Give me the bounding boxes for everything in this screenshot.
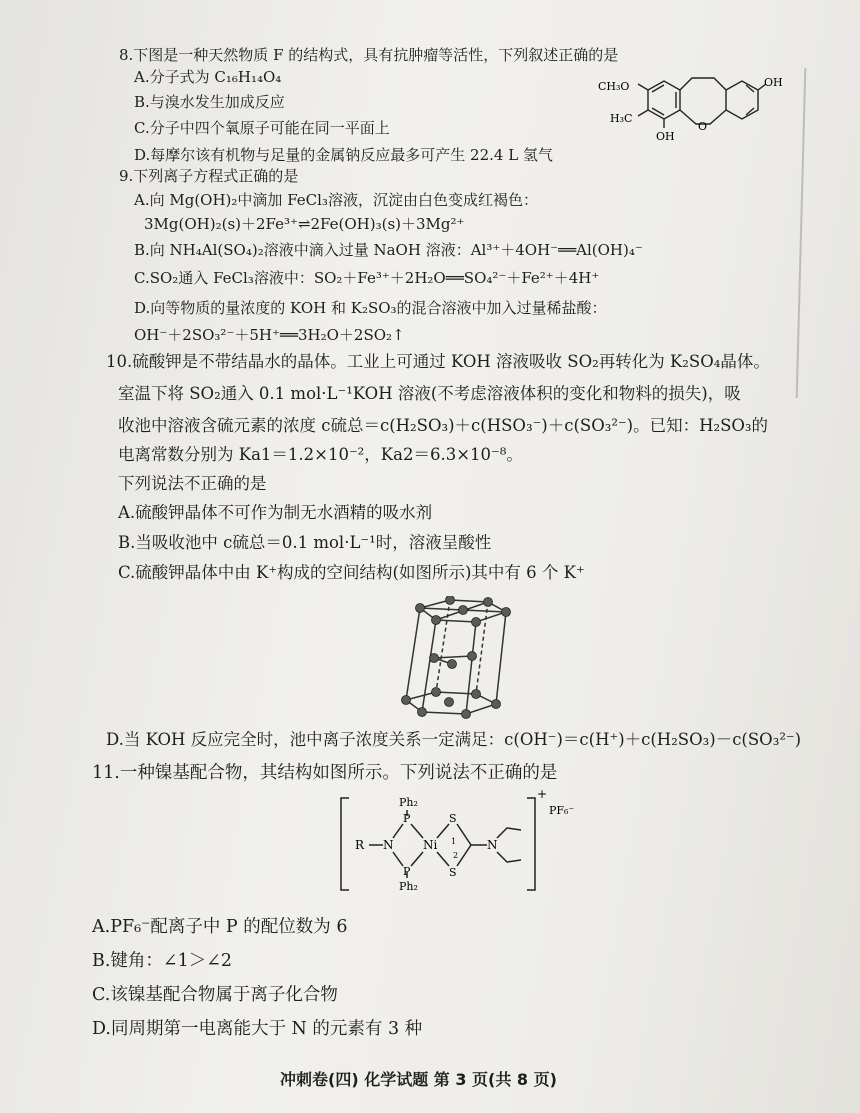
ph2-bottom-label: Ph₂ [399, 880, 418, 893]
q11-option-d: D.同周期第一电离能大于 N 的元素有 3 种 [92, 1019, 423, 1039]
angle-1-label: 1 [451, 837, 457, 846]
q9-option-d: D.向等物质的量浓度的 KOH 和 K₂SO₃的混合溶液中加入过量稀盐酸： [134, 299, 607, 317]
nickel-complex-structure [335, 786, 575, 896]
p-top-label: P [403, 812, 411, 825]
q8-option-d: D.每摩尔该有机物与足量的金属钠反应最多可产生 22.4 L 氢气 [134, 146, 553, 164]
q10-option-a: A.硫酸钾晶体不可作为制无水酒精的吸水剂 [118, 503, 433, 522]
n-left-label: N [383, 838, 394, 852]
n-right-label: N [487, 838, 498, 852]
q10-option-d: D.当 KOH 反应完全时，池中离子浓度关系一定满足：c(OH⁻)＝c(H⁺)＋c(H₂SO₃)－c(SO₃²⁻) [106, 730, 802, 749]
q11-option-b: B.键角：∠1＞∠2 [92, 951, 233, 971]
h3c-label: H₃C [610, 112, 633, 125]
q10-line-2: 室温下将 SO₂通入 0.1 mol·L⁻¹KOH 溶液(不考虑溶液体积的变化和物料的损失)，吸 [118, 384, 741, 403]
q10-line-3: 收池中溶液含硫元素的浓度 c硫总＝c(H₂SO₃)＋c(HSO₃⁻)＋c(SO₃²⁻)。已知：H₂SO₃的 [118, 416, 769, 435]
q11-option-a: A.PF₆⁻配离子中 P 的配位数为 6 [92, 917, 348, 937]
ring-oxygen-label: O [698, 120, 708, 133]
s-top-label: S [449, 812, 457, 825]
q11-option-c: C.该镍基配合物属于离子化合物 [92, 985, 338, 1005]
q8-option-a: A.分子式为 C₁₆H₁₄O₄ [134, 68, 282, 86]
q9-option-a-equation: 3Mg(OH)₂(s)＋2Fe³⁺⇌2Fe(OH)₃(s)＋3Mg²⁺ [144, 215, 465, 233]
r-group-label: R [355, 838, 365, 852]
q10-line-1: 10.硫酸钾是不带结晶水的晶体。工业上可通过 KOH 溶液吸收 SO₂再转化为 K₂SO₄晶体。 [106, 352, 770, 371]
q9-option-b: B.向 NH₄Al(SO₄)₂溶液中滴入过量 NaOH 溶液：Al³⁺＋4OH⁻══Al(OH)₄⁻ [134, 241, 643, 259]
q9-option-d-equation: OH⁻＋2SO₃²⁻＋5H⁺══3H₂O＋2SO₂↑ [134, 326, 405, 344]
page-edge [796, 68, 807, 398]
q9-option-c: C.SO₂通入 FeCl₃溶液中：SO₂＋Fe³⁺＋2H₂O══SO₄²⁻＋Fe²⁺＋4H⁺ [134, 269, 600, 287]
oh-label-right: OH [764, 76, 783, 89]
q10-line-5: 下列说法不正确的是 [118, 474, 267, 493]
q10-option-b: B.当吸收池中 c硫总＝0.1 mol·L⁻¹时，溶液呈酸性 [118, 533, 492, 552]
oh-label-bottom: OH [656, 130, 675, 143]
k-ion-crystal-diagram [392, 596, 522, 720]
molecule-f-structure [596, 66, 786, 148]
p-bottom-label: P [403, 865, 411, 878]
ni-label: Ni [423, 838, 438, 852]
s-bottom-label: S [449, 866, 457, 879]
charge-label: + [537, 787, 548, 801]
page-footer: 冲刺卷(四) 化学试题 第 3 页(共 8 页) [280, 1070, 557, 1089]
ch3o-label: CH₃O [598, 80, 630, 93]
pf6-label: PF₆⁻ [549, 804, 575, 817]
q11-stem: 11.一种镍基配合物，其结构如图所示。下列说法不正确的是 [92, 763, 558, 783]
ph2-top-label: Ph₂ [399, 796, 418, 809]
q8-option-c: C.分子中四个氧原子可能在同一平面上 [134, 119, 390, 137]
q8-option-b: B.与溴水发生加成反应 [134, 93, 285, 111]
q9-option-a: A.向 Mg(OH)₂中滴加 FeCl₃溶液，沉淀由白色变成红褐色： [134, 191, 538, 209]
angle-2-label: 2 [453, 851, 459, 860]
q10-line-4: 电离常数分别为 Ka1＝1.2×10⁻²，Ka2＝6.3×10⁻⁸。 [118, 445, 523, 464]
q9-stem: 9.下列离子方程式正确的是 [119, 167, 299, 185]
q10-option-c: C.硫酸钾晶体中由 K⁺构成的空间结构(如图所示)其中有 6 个 K⁺ [118, 563, 585, 582]
q8-stem: 8.下图是一种天然物质 F 的结构式，具有抗肿瘤等活性，下列叙述正确的是 [119, 46, 619, 64]
